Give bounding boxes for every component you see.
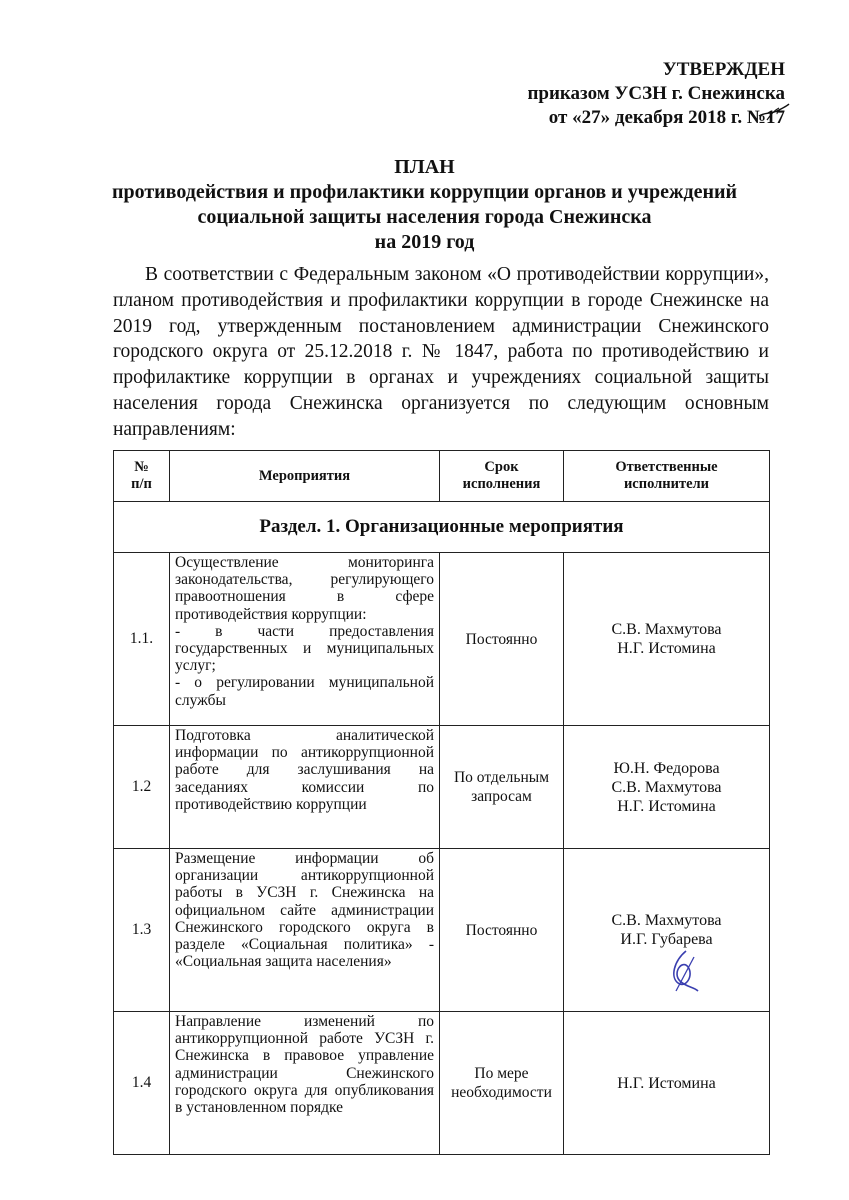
plan-table xyxy=(113,450,770,1155)
header-num-line2: п/п xyxy=(131,476,152,492)
responsible-person: С.В. Махмутова xyxy=(611,778,722,796)
row-responsible xyxy=(564,849,770,1012)
row-number: 1.1. xyxy=(114,553,170,726)
activity-line: Размещение информации об организации антикоррупционной работы в УСЗН г. Снежинска на официальном сайте администрации Снежинского городского округа в разделе «Социальная политика» - «Социальная защита населения» xyxy=(175,850,434,971)
document-title xyxy=(0,155,849,255)
deadline-line: запросам xyxy=(471,788,532,805)
responsible-person: С.В. Махмутова xyxy=(611,912,722,929)
approval-date-text: от «27» декабря 2018 г. №17 xyxy=(548,107,785,128)
row-number: 1.2 xyxy=(114,726,170,849)
header-responsible-line1: Ответственные xyxy=(615,459,718,475)
title-year: на 2019 год xyxy=(374,231,475,253)
activity-line: Направление изменений по антикоррупционной работе УСЗН г. Снежинска в правовое управление администрации Снежинского городского округа для опубликования в установленном порядке xyxy=(175,1013,434,1117)
approval-stamp xyxy=(527,58,785,130)
title-line-3: социальной защиты населения города Снежинска xyxy=(197,206,652,228)
responsible-person: И.Г. Губарева xyxy=(620,931,713,948)
row-activity xyxy=(170,849,440,1012)
table-row xyxy=(114,1012,770,1155)
activity-line: Подготовка аналитической информации по антикоррупционной работе для заслушивания на заседаниях комиссии по противодействию коррупции xyxy=(175,727,434,813)
responsible-person: Ю.Н. Федорова xyxy=(613,759,720,777)
row-number: 1.3 xyxy=(114,849,170,1012)
header-deadline xyxy=(440,451,564,502)
row-responsible xyxy=(564,726,770,849)
header-activity: Мероприятия xyxy=(170,451,440,502)
header-deadline-line1: Срок xyxy=(484,459,519,475)
activity-line: - о регулировании муниципальной службы xyxy=(175,674,434,709)
header-num xyxy=(114,451,170,502)
row-deadline xyxy=(440,1012,564,1155)
row-activity xyxy=(170,1012,440,1155)
deadline-line: По отдельным xyxy=(453,769,550,786)
header-responsible xyxy=(564,451,770,502)
row-number: 1.4 xyxy=(114,1012,170,1155)
row-deadline: Постоянно xyxy=(440,849,564,1012)
approved-label: УТВЕРЖДЕН xyxy=(662,59,785,80)
table-row xyxy=(114,726,770,849)
title-plan: ПЛАН xyxy=(394,156,455,178)
section-row xyxy=(114,502,770,553)
intro-paragraph: В соответствии с Федеральным законом «О противодействии коррупции», планом противодействия и профилактики коррупции в городе Снежинске на 2019 год, утвержденным постановлением администрации Снежинского городского округа от 25.12.2018 г. № 1847, работа по противодействию и профилактике коррупции в органах и учреждениях социальной защиты населения города Снежинска организуется по следующим основным направлениям: xyxy=(113,264,769,440)
header-responsible-line2: исполнители xyxy=(623,476,710,492)
approval-date xyxy=(527,106,785,130)
row-responsible xyxy=(564,1012,770,1155)
row-activity xyxy=(170,553,440,726)
row-responsible xyxy=(564,553,770,726)
row-deadline: Постоянно xyxy=(440,553,564,726)
approval-order: приказом УСЗН г. Снежинска xyxy=(527,83,785,104)
deadline-line: По мере xyxy=(474,1065,529,1082)
table-row xyxy=(114,849,770,1012)
title-line-2: противодействия и профилактики коррупции органов и учреждений xyxy=(111,181,738,203)
table-header-row xyxy=(114,451,770,502)
header-deadline-line2: исполнения xyxy=(462,476,541,492)
activity-line: - в части предоставления государственных и муниципальных услуг; xyxy=(175,622,434,675)
activity-line: Осуществление мониторинга законодательства, регулирующего правоотношения в сфере противодействия коррупции: xyxy=(175,554,434,623)
table-row xyxy=(114,553,770,726)
header-num-line1: № xyxy=(134,459,149,475)
responsible-person: С.В. Махмутова xyxy=(611,621,722,638)
row-activity xyxy=(170,726,440,849)
handwritten-number-mark xyxy=(757,102,791,124)
responsible-person: Н.Г. Истомина xyxy=(617,797,716,815)
responsible-person: Н.Г. Истомина xyxy=(617,1074,716,1092)
responsible-person: Н.Г. Истомина xyxy=(617,640,716,657)
deadline-line: необходимости xyxy=(451,1084,552,1101)
row-deadline xyxy=(440,726,564,849)
signature-icon xyxy=(664,947,704,995)
section-title: Раздел. 1. Организационные мероприятия xyxy=(114,502,770,553)
